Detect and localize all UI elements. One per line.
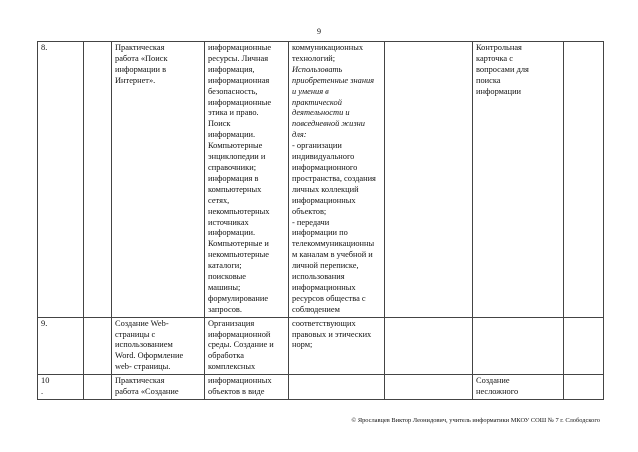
- table-row: [38, 42, 604, 318]
- cell-text-line: комплексных: [208, 362, 256, 372]
- cell-text-line: - организации: [292, 141, 342, 151]
- lesson-number-cell: 10 .: [38, 375, 84, 400]
- cell-text-line: Поиск: [208, 119, 231, 129]
- cell-text-line: каталоги;: [208, 261, 242, 271]
- cell-text-line: справочники;: [208, 162, 257, 172]
- cell-text-line: соблюдением: [292, 304, 340, 314]
- cell-text-line: информационной: [208, 329, 271, 339]
- cell-text-line: использования: [292, 272, 345, 282]
- table-row: [38, 317, 604, 375]
- cell-text-line: информационного: [292, 162, 358, 172]
- cell-text-line: вопросами для: [476, 64, 529, 74]
- cell-text-line: информационные: [208, 43, 272, 52]
- cell-text-line: среды. Создание и: [208, 340, 274, 350]
- cell-text-line: источниках: [208, 217, 249, 227]
- cell-text-line: ресурсов общества с: [292, 293, 366, 303]
- cell-text-line: Компьютерные: [208, 141, 263, 151]
- cell-text-line: индивидуального: [292, 152, 355, 162]
- cell-text-line: практической: [292, 97, 342, 107]
- empty-cell: [564, 375, 604, 400]
- requirements-cell: [289, 375, 385, 400]
- cell-text-line: Контрольная: [476, 43, 522, 52]
- lesson-topic-cell: [112, 375, 205, 400]
- cell-text-line: ресурсы. Личная: [208, 53, 269, 63]
- cell-text-line: использованием: [115, 340, 173, 350]
- cell-text-line: правовых и этических: [292, 329, 372, 339]
- cell-text-line: информация в: [208, 173, 259, 183]
- cell-text-line: коммуникационных: [292, 43, 364, 52]
- cell-text-line: Практическая: [115, 43, 165, 52]
- cell-text-line: Создание: [476, 376, 510, 386]
- curriculum-table: [37, 41, 604, 400]
- cell-text-line: повседневной жизни: [292, 119, 365, 129]
- table-row: [38, 375, 604, 400]
- empty-cell: [84, 375, 112, 400]
- cell-text-line: норм;: [292, 340, 313, 350]
- cell-text-line: для:: [292, 130, 307, 140]
- cell-text-line: некомпьютерных: [208, 206, 270, 216]
- cell-text-line: запросов.: [208, 304, 242, 314]
- empty-cell: [84, 317, 112, 375]
- cell-text-line: информация,: [208, 64, 255, 74]
- cell-text-line: информационная: [208, 75, 270, 85]
- cell-text-line: информационных: [292, 195, 356, 205]
- cell-text-line: информационных: [208, 376, 272, 386]
- cell-text-line: поиска: [476, 75, 501, 85]
- cell-text-line: информации в: [115, 64, 167, 74]
- empty-cell: [385, 317, 473, 375]
- cell-text-line: информационных: [292, 282, 356, 292]
- cell-text-line: Компьютерные и: [208, 239, 269, 249]
- cell-text-line: работа «Создание: [115, 387, 179, 397]
- empty-cell: [564, 317, 604, 375]
- cell-text-line: энциклопедии и: [208, 152, 266, 162]
- cell-text-line: обработка: [208, 351, 245, 361]
- content-cell: [205, 317, 289, 375]
- lesson-number-cell: 9.: [38, 317, 84, 375]
- cell-text-line: м каналам в учебной и: [292, 250, 373, 260]
- page-number: 9: [317, 27, 321, 36]
- cell-text-line: некомпьютерные: [208, 250, 270, 260]
- requirements-cell: [289, 317, 385, 375]
- content-cell: [205, 42, 289, 318]
- empty-cell: [564, 42, 604, 318]
- cell-text-line: Word. Оформление: [115, 351, 184, 361]
- requirements-cell: [289, 42, 385, 318]
- cell-text-line: работа «Поиск: [115, 53, 168, 63]
- cell-text-line: карточка с: [476, 53, 513, 63]
- cell-text-line: Использовать: [292, 64, 343, 74]
- cell-text-line: информационные: [208, 97, 272, 107]
- cell-text-line: телекоммуникационны: [292, 239, 375, 249]
- lesson-number-cell: 8.: [38, 42, 84, 318]
- empty-cell: [385, 375, 473, 400]
- lesson-topic-cell: [112, 317, 205, 375]
- footer-credit: © Ярославцев Виктор Леонидович, учитель информатики МКОУ СОШ № 7 г. Слободского: [351, 417, 600, 424]
- cell-text-line: информации.: [208, 130, 256, 140]
- cell-text-line: Практическая: [115, 376, 165, 386]
- cell-text-line: web- страницы.: [115, 362, 171, 372]
- cell-text-line: объектов;: [292, 206, 327, 216]
- cell-text-line: машины;: [208, 282, 241, 292]
- cell-text-line: личной переписке,: [292, 261, 359, 271]
- cell-text-line: несложного: [476, 387, 519, 397]
- cell-text-line: информации.: [208, 228, 256, 238]
- empty-cell: [385, 42, 473, 318]
- cell-text-line: страницы с: [115, 329, 156, 339]
- cell-text-line: безопасность,: [208, 86, 258, 96]
- cell-text-line: Создание Web-: [115, 318, 169, 328]
- cell-text-line: деятельности и: [292, 108, 350, 118]
- control-form-cell: [473, 42, 564, 318]
- cell-text-line: приобретенные знания: [292, 75, 375, 85]
- cell-text-line: сетях,: [208, 195, 230, 205]
- control-form-cell: [473, 375, 564, 400]
- cell-text-line: Интернет».: [115, 75, 156, 85]
- cell-text-line: компьютерных: [208, 184, 262, 194]
- cell-text-line: пространства, создания: [292, 173, 376, 183]
- content-cell: [205, 375, 289, 400]
- cell-text-line: этика и право.: [208, 108, 259, 118]
- lesson-topic-cell: [112, 42, 205, 318]
- cell-text-line: - передачи: [292, 217, 330, 227]
- cell-text-line: соответствующих: [292, 318, 356, 328]
- cell-text-line: объектов в виде: [208, 387, 265, 397]
- cell-text-line: формулирование: [208, 293, 269, 303]
- cell-text-line: Организация: [208, 318, 255, 328]
- cell-text-line: технологий;: [292, 53, 336, 63]
- cell-text-line: и умения в: [292, 86, 329, 96]
- cell-text-line: информации по: [292, 228, 348, 238]
- cell-text-line: личных коллекций: [292, 184, 359, 194]
- empty-cell: [84, 42, 112, 318]
- cell-text-line: поисковые: [208, 272, 246, 282]
- cell-text-line: информации: [476, 86, 522, 96]
- control-form-cell: [473, 317, 564, 375]
